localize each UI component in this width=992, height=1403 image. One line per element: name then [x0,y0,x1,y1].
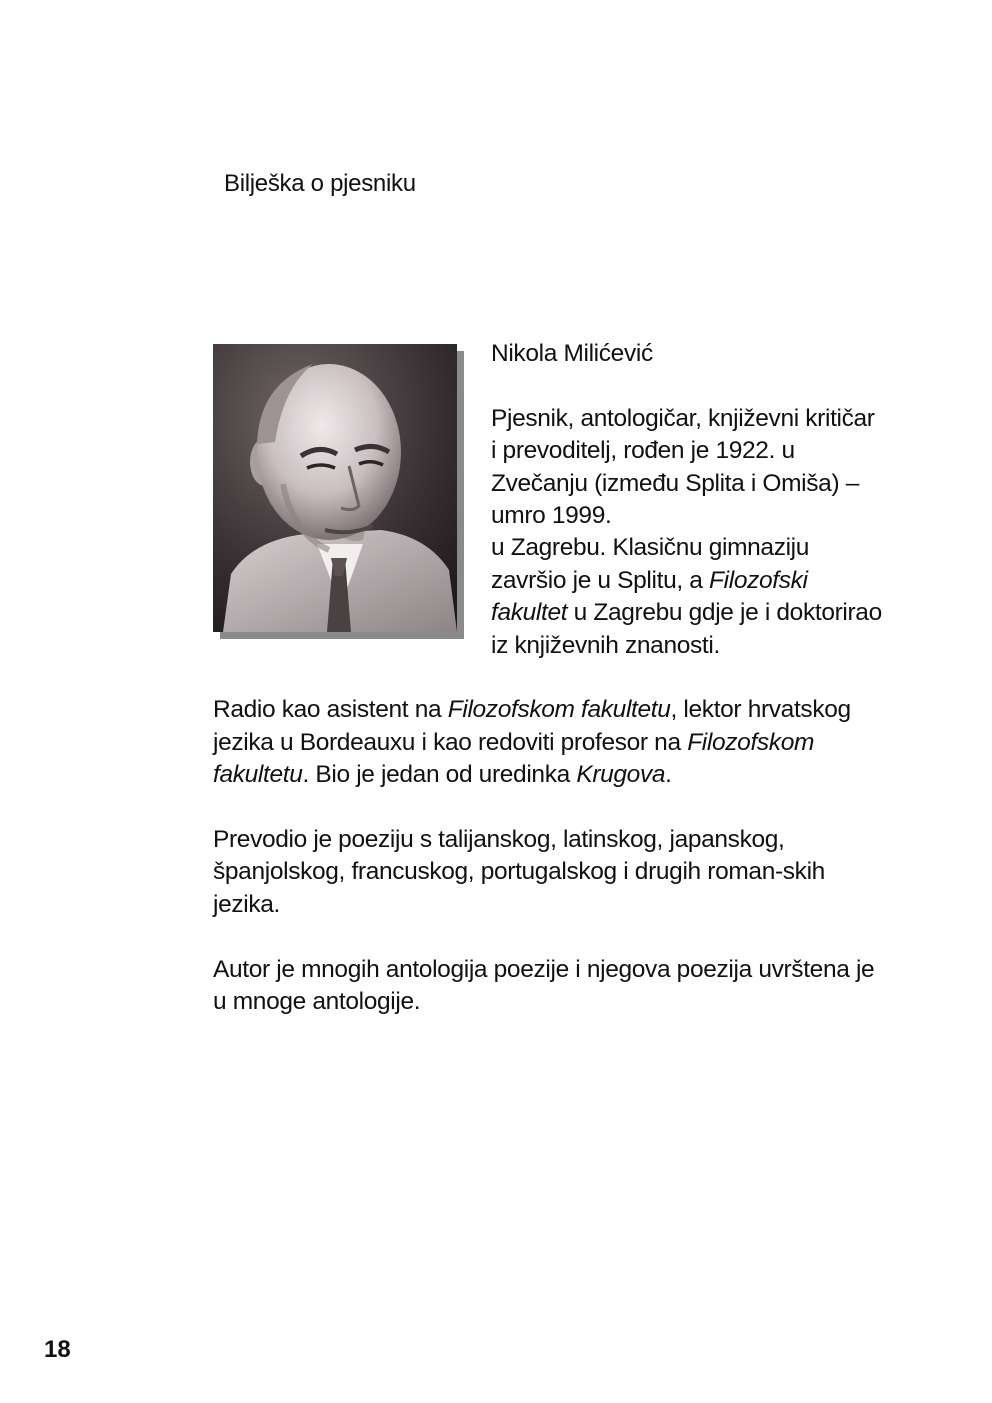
portrait-photo-icon [213,344,457,632]
page-number: 18 [44,1336,71,1363]
author-name: Nikola Milićević [491,340,653,367]
bio-paragraph-4: Autor je mnogih antologija poezije i njegova poezija uvrštena je u mnoge antologije. [213,955,875,1016]
bio-paragraph-2: Radio kao asistent na Filozofskom fakultetu, lektor hrvatskog jezika u Bordeauxu i kao redoviti profesor na Filozofskom fakultetu. Bio je jedan od uredinka Krugova. [213,696,851,789]
author-portrait [213,344,457,632]
bio-paragraph-1: Pjesnik, antologičar, književni kritičar i prevoditelj, rođen je 1922. u Zvečanju (između Splita i Omiša) – umro 1999. u Zagrebu. Klasičnu gimnaziju završio je u Splitu, a Filozofski fakultet u Zagrebu gdje je i doktorirao iz književnih znanosti. [491,404,882,659]
bio-paragraph-3: Prevodio je poeziju s talijanskog, latinskog, japanskog, španjolskog, francuskog, portugalskog i drugih roman-skih jezika. [213,826,825,918]
biography-section [213,338,883,1051]
page-heading: Bilješka o pjesniku [224,170,416,197]
